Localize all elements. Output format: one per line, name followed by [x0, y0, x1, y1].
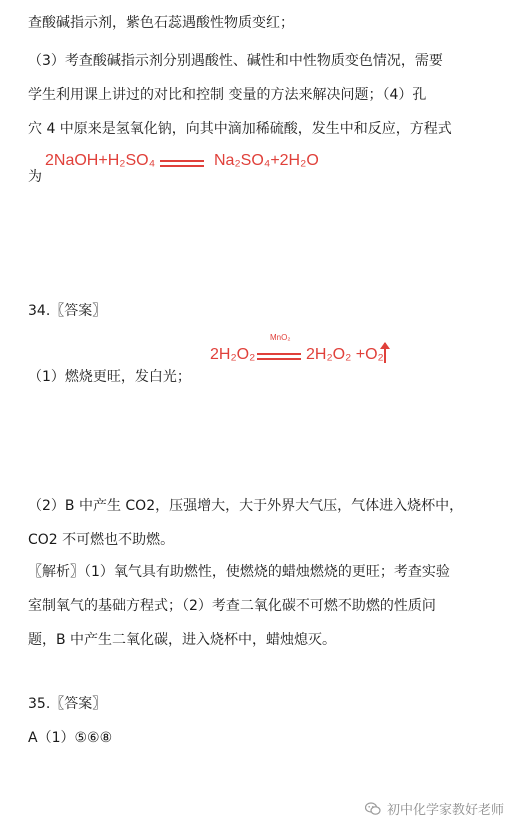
equation-sign-top [160, 160, 204, 162]
question-35-heading: 35.〖答案〗 [28, 696, 107, 712]
line-5: 为 [28, 169, 42, 185]
answer-35: A（1）⑤⑥⑧ [28, 730, 113, 746]
line-3: 学生利用课上讲过的对比和控制 变量的方法来解决问题；（4）孔 [28, 87, 427, 103]
answer-34-3: CO2 不可燃也不助燃。 [28, 532, 175, 548]
wechat-icon [365, 802, 381, 816]
answer-34-2: （2）B 中产生 CO2，压强增大，大于外界大气压，气体进入烧杯中， [28, 498, 464, 514]
equation-right: Na₂SO₄+2H₂O [214, 152, 319, 169]
equation2-sign-top [257, 353, 301, 355]
analysis-1: 〖解析〗（1）氧气具有助燃性，使燃烧的蜡烛燃烧的更旺；考查实验 [28, 564, 450, 580]
line-4: 穴 4 中原来是氢氧化钠，向其中滴加稀硫酸，发生中和反应，方程式 [28, 121, 452, 137]
equation-left: 2NaOH+H₂SO₄ [45, 152, 156, 169]
equation-sign-bottom [160, 165, 204, 167]
catalyst-label: MnO₂ [270, 333, 291, 342]
analysis-3: 题，B 中产生二氧化碳，进入烧杯中，蜡烛熄灭。 [28, 632, 337, 648]
footer-text: 初中化学家教好老师 [386, 803, 504, 818]
answer-34-1: （1）燃烧更旺，发白光； [28, 369, 191, 385]
line-1: 查酸碱指示剂，紫色石蕊遇酸性物质变红； [28, 15, 294, 31]
analysis-2: 室制氧气的基础方程式；（2）考查二氧化碳不可燃不助燃的性质问 [28, 598, 436, 614]
line-2: （3）考查酸碱指示剂分别遇酸性、碱性和中性物质变色情况，需要 [28, 53, 443, 69]
equation2-sign-bottom [257, 358, 301, 360]
gas-arrow-icon [384, 343, 386, 363]
footer-watermark [365, 799, 504, 818]
equation2-left: 2H₂O₂ [210, 346, 256, 363]
equation2-right: 2H₂O₂ +O₂ [306, 346, 384, 363]
question-34-heading: 34.〖答案〗 [28, 303, 107, 319]
